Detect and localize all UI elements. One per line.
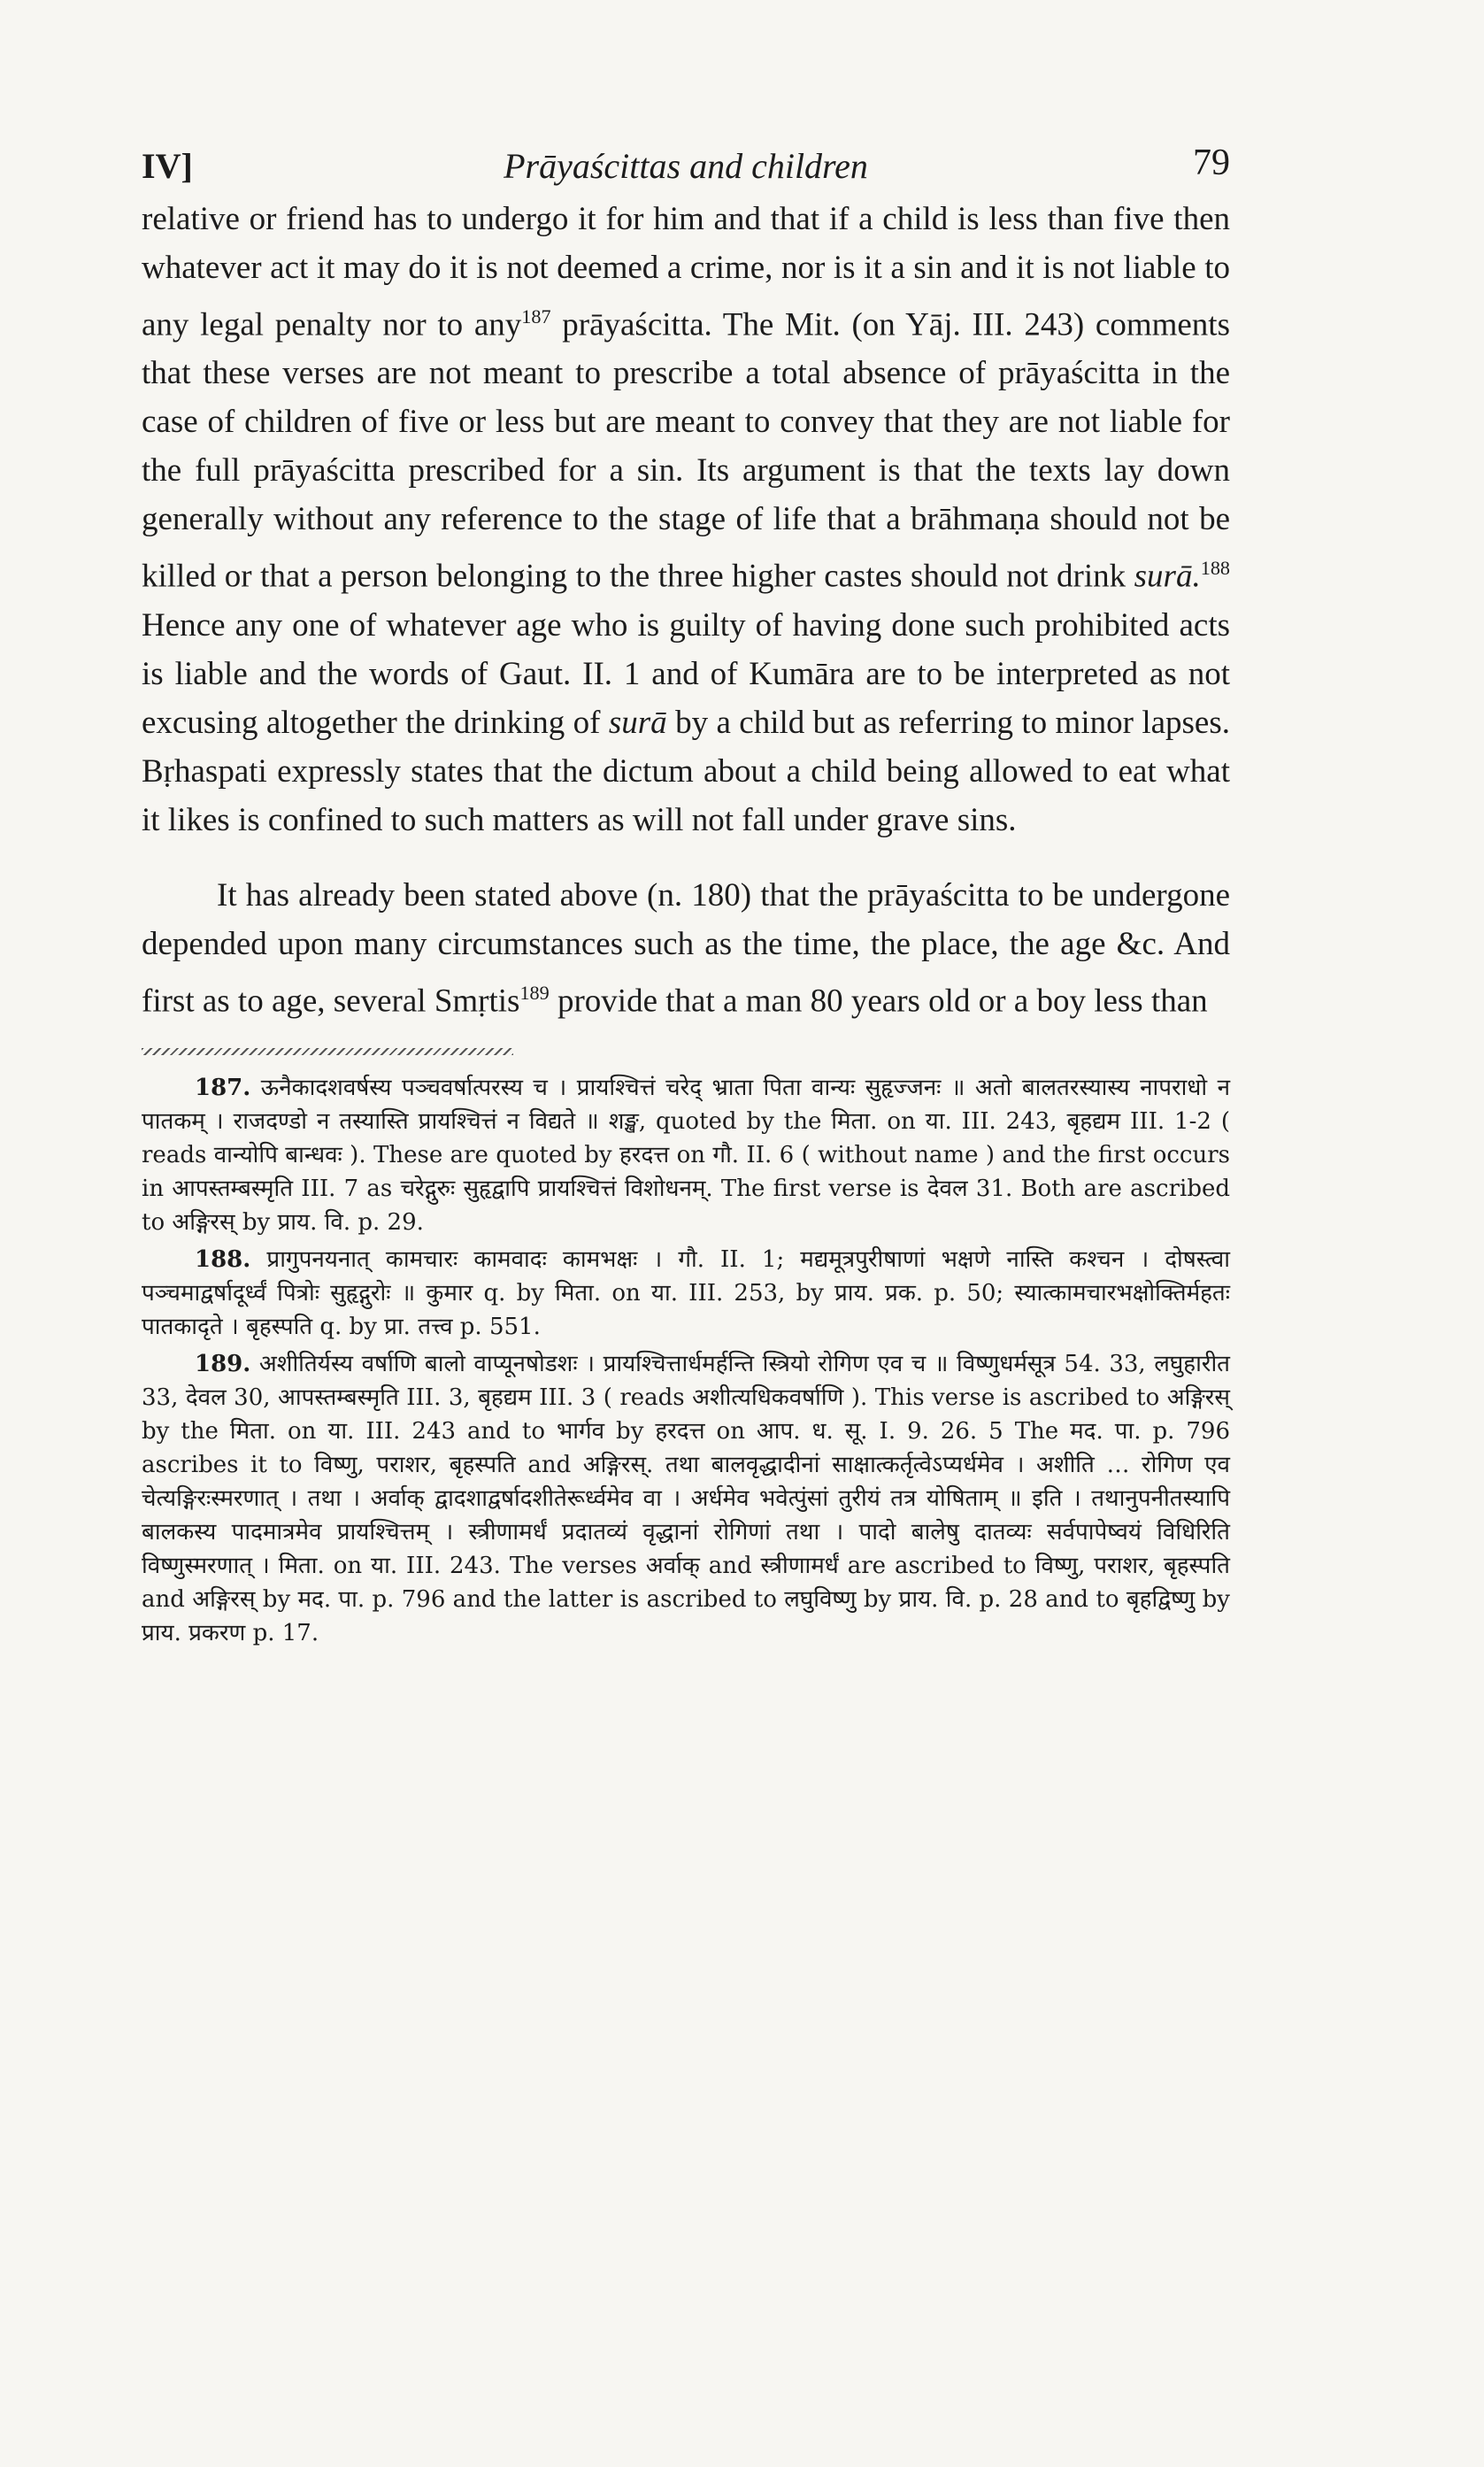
footnote-divider bbox=[142, 1048, 513, 1055]
footnotes bbox=[142, 1071, 1230, 1650]
footnote-187: 187. ऊनैकादशवर्षस्य पञ्चवर्षात्परस्य च । प्रायश्चित्तं चरेद् भ्राता पिता वान्यः सुहृज्जनः ॥ अतो बालतरस्यास्य नापराधो न पातकम् । राजदण्डो न तस्यास्ति प्रायश्चित्तं न विद्यते ॥ शङ्ख, quoted by the मिता. on या. III. 243, बृहद्यम III. 1-2 ( reads वान्योपि बान्धवः ). These are quoted by हरदत्त on गौ. II. 6 ( without name ) and the first occurs in आपस्तम्बस्मृति III. 7 as चरेद्गुरुः सुहृद्वापि प्रायश्चित्तं विशोधनम्. The first verse is देवल 31. Both are ascribed to अङ्गिरस् by प्राय. वि. p. 29. bbox=[142, 1074, 1230, 1236]
section-marker: IV] bbox=[142, 146, 193, 186]
footnote-188: 188. प्रागुपनयनात् कामचारः कामवादः कामभक्षः । गौ. II. 1; मद्यमूत्रपुरीषाणां भक्षणे नास्ति कश्चन । दोषस्त्वा पञ्चमाद्वर्षादूर्ध्वं पित्रोः सुहृद्गुरोः ॥ कुमार q. by मिता. on या. III. 253, by प्राय. प्रक. p. 50; स्यात्कामचारभक्षोक्तिर्महतः पातकादृते । बृहस्पति q. by प्रा. तत्त्व p. 551. bbox=[142, 1245, 1231, 1340]
footnote-ref-187[interactable]: 187 bbox=[521, 305, 551, 328]
paragraph-1: relative or friend has to undergo it for him and that if a child is less than five then whatever act it may do it is not deemed a crime, nor is it a sin and it is not liable to any legal penalty nor to any$^{187}$ prāyaścitta. The Mit. (on Yāj. III. 243) comments that these verses are not meant to prescribe a total absence of prāyaścitta in the case of children of five or less but are meant to convey that they are not liable for the full prāyaścitta prescribed for a sin. Its argument is that the texts lay down generally without any reference to the stage of life that a brāhmaṇa should not be killed or that a person belonging to the three higher castes should not drink surā.$^{188}$ Hence any one of whatever age who is guilty of having done such prohibited acts is liable and the words of Gaut. II. 1 and of Kumāra are to be interpreted as not excusing altogether the drinking of surā by a child but as referring to minor lapses. Bṛhaspati expressly states that the dictum about a child being allowed to eat what it likes is confined to such matters as will not fall under grave sins. bbox=[142, 201, 1231, 838]
footnote-ref-189[interactable]: 189 bbox=[519, 981, 550, 1004]
main-text bbox=[142, 195, 1230, 1025]
page-number: 79 bbox=[1193, 143, 1230, 183]
running-header bbox=[142, 133, 1230, 195]
paragraph-2: It has already been stated above (n. 180) that the prāyaścitta to be undergone depended upon many circumstances such as the time, the place, the age &c. And first as to age, several Smṛtis$^{189}$ provide that a man 80 years old or a boy less than bbox=[142, 876, 1230, 1019]
footnote-189: 189. अशीतिर्यस्य वर्षाणि बालो वाप्यूनषोडशः । प्रायश्चित्तार्धमर्हन्ति स्त्रियो रोगिण एव च ॥ विष्णुधर्मसूत्र 54. 33, लघुहारीत 33, देवल 30, आपस्तम्बस्मृति III. 3, बृहद्यम III. 3 ( reads अशीत्यधिकवर्षाणि ). This verse is ascribed to अङ्गिरस् by the मिता. on या. III. 243 and to भार्गव by हरदत्त on आप. ध. सू. I. 9. 26. 5 The मद. पा. p. 796 ascribes it to विष्णु, पराशर, बृहस्पति and अङ्गिरस्. तथा बालवृद्धादीनां साक्षात्कर्तृत्वेऽप्यर्धमेव । अशीति … रोगिण एव चेत्यङ्गिरःस्मरणात् । तथा । अर्वाक् द्वादशाद्वर्षादशीतेरूर्ध्वमेव वा । अर्धमेव भवेत्पुंसां तुरीयं तत्र योषिताम् ॥ इति । तथानुपनीतस्यापि बालकस्य पादमात्रमेव प्रायश्चित्तम् । स्त्रीणामर्धं प्रदातव्यं वृद्धानां रोगिणां तथा । पादो बालेषु दातव्यः सर्वपापेष्वयं विधिरिति विष्णुस्मरणात् । मिता. on या. III. 243. The verses अर्वाक् and स्त्रीणामर्धं are ascribed to विष्णु, पराशर, बृहस्पति and अङ्गिरस् by मद. पा. p. 796 and the latter is ascribed to लघुविष्णु by प्राय. वि. p. 28 and to बृहद्विष्णु by प्राय. प्रकरण p. 17. bbox=[142, 1350, 1230, 1646]
footnote-ref-188[interactable]: 188 bbox=[1200, 557, 1230, 580]
page bbox=[142, 133, 1230, 1654]
running-title: Prāyaścittas and children bbox=[504, 146, 868, 186]
